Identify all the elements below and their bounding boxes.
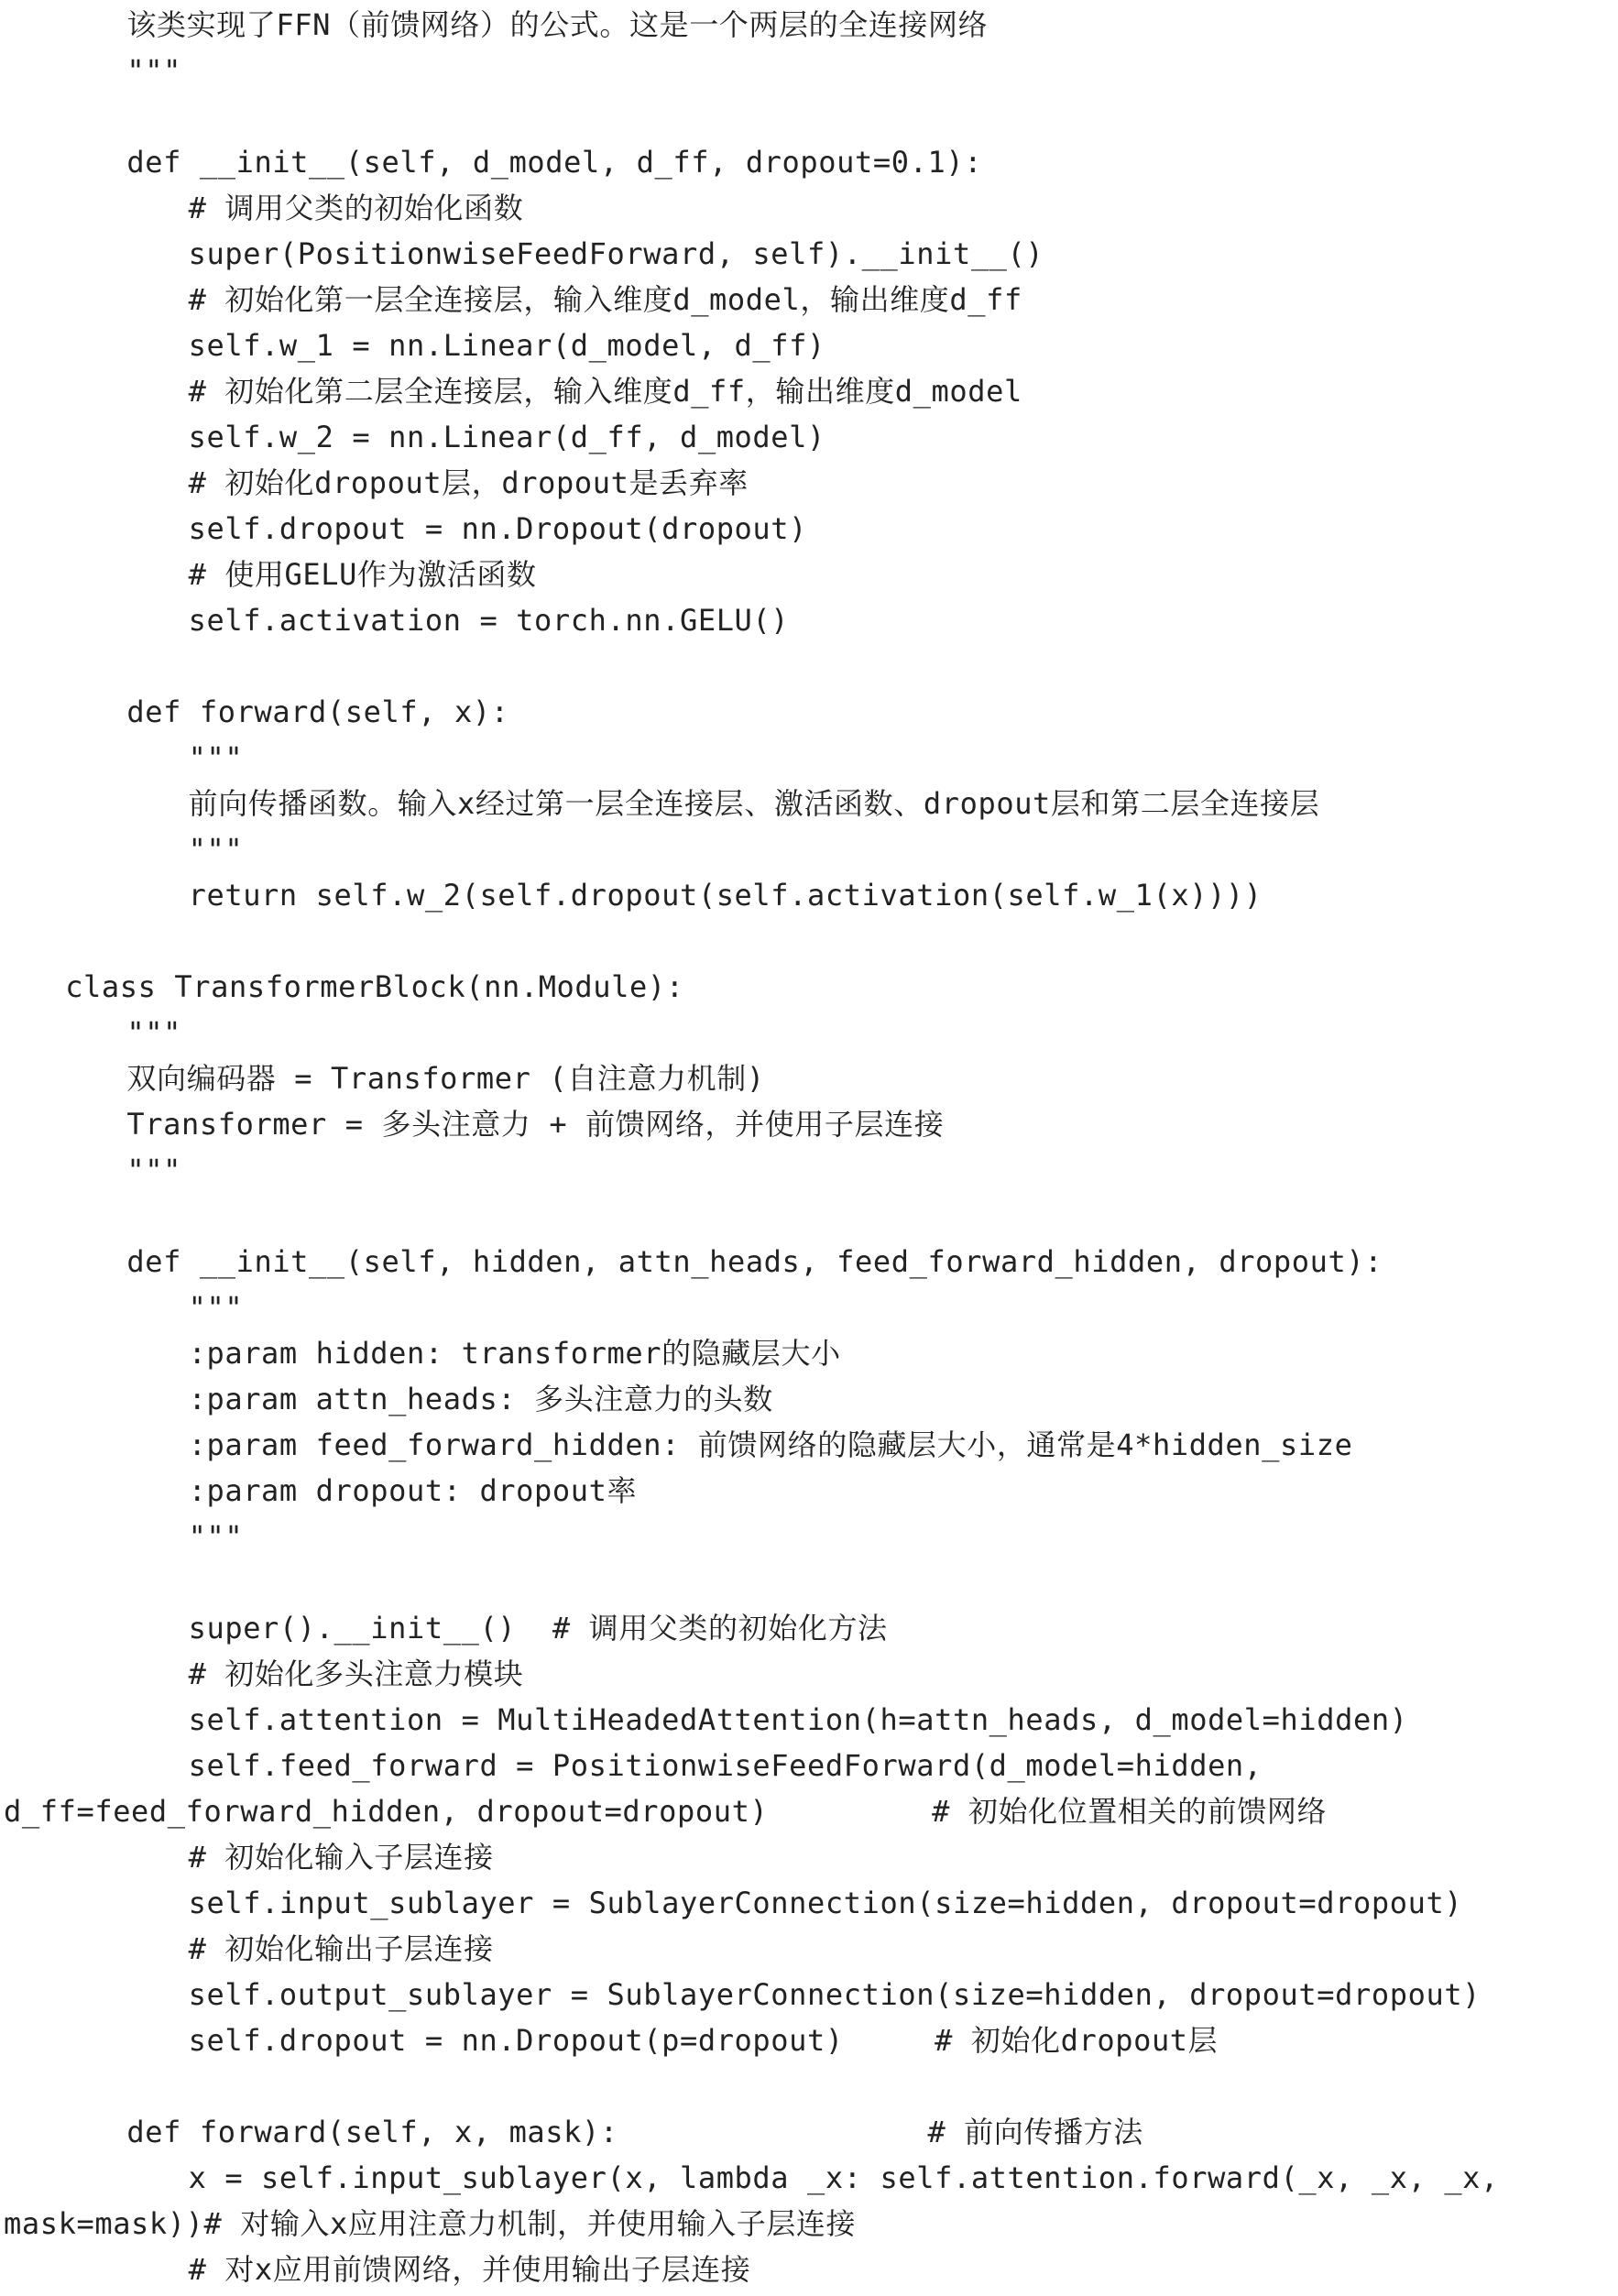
- code-line: """: [126, 1153, 181, 1187]
- code-line: 前向传播函数。输入x经过第一层全连接层、激活函数、dropout层和第二层全连接层: [188, 786, 1320, 821]
- code-line: """: [126, 53, 181, 88]
- code-line: d_ff=feed_forward_hidden, dropout=dropout) # 初始化位置相关的前馈网络: [4, 1794, 1328, 1829]
- code-line: """: [188, 1290, 244, 1325]
- code-line: self.dropout = nn.Dropout(p=dropout) # 初始化dropout层: [188, 2023, 1219, 2058]
- code-line: def __init__(self, hidden, attn_heads, feed_forward_hidden, dropout):: [126, 1244, 1383, 1279]
- code-line: # 初始化多头注意力模块: [188, 1656, 524, 1691]
- code-line: def forward(self, x):: [126, 694, 509, 729]
- code-line: return self.w_2(self.dropout(self.activation(self.w_1(x)))): [188, 878, 1263, 913]
- code-line: class TransformerBlock(nn.Module):: [65, 969, 684, 1004]
- code-line: self.w_1 = nn.Linear(d_model, d_ff): [188, 328, 825, 363]
- code-line: # 初始化dropout层，dropout是丢弃率: [188, 465, 749, 500]
- code-line: mask=mask))# 对输入x应用注意力机制，并使用输入子层连接: [4, 2206, 857, 2241]
- code-line: # 初始化第一层全连接层，输入维度d_model，输出维度d_ff: [188, 282, 1022, 317]
- code-line: """: [188, 1519, 244, 1554]
- code-line: # 初始化输出子层连接: [188, 1931, 494, 1966]
- code-line: :param attn_heads: 多头注意力的头数: [188, 1382, 773, 1416]
- code-line: self.activation = torch.nn.GELU(): [188, 603, 790, 638]
- code-line: def __init__(self, d_model, d_ff, dropout=0.1):: [126, 145, 983, 180]
- code-line: self.dropout = nn.Dropout(dropout): [188, 511, 808, 546]
- code-line: x = self.input_sublayer(x, lambda _x: self.attention.forward(_x, _x, _x,: [188, 2160, 1499, 2195]
- code-line: :param feed_forward_hidden: 前馈网络的隐藏层大小，通常是4*hidden_size: [188, 1427, 1353, 1462]
- code-line: :param dropout: dropout率: [188, 1473, 638, 1508]
- code-line: self.w_2 = nn.Linear(d_ff, d_model): [188, 420, 825, 454]
- code-line: # 初始化第二层全连接层，输入维度d_ff，输出维度d_model: [188, 374, 1022, 409]
- code-line: # 初始化输入子层连接: [188, 1840, 494, 1875]
- code-line: self.output_sublayer = SublayerConnection(size=hidden, dropout=dropout): [188, 1977, 1481, 2012]
- code-line: self.input_sublayer = SublayerConnection(size=hidden, dropout=dropout): [188, 1886, 1463, 1920]
- code-line: """: [188, 740, 244, 775]
- code-line: # 调用父类的初始化函数: [188, 191, 524, 225]
- code-line: Transformer = 多头注意力 + 前馈网络，并使用子层连接: [126, 1107, 945, 1142]
- code-line: def forward(self, x, mask): # 前向传播方法: [126, 2115, 1143, 2149]
- code-line: 双向编码器 = Transformer (自注意力机制): [126, 1061, 765, 1096]
- code-line: """: [126, 1015, 181, 1050]
- code-line: super(PositionwiseFeedForward, self).__init__(): [188, 236, 1044, 271]
- code-line: 该类实现了FFN（前馈网络）的公式。这是一个两层的全连接网络: [126, 7, 989, 42]
- code-line: """: [188, 832, 244, 867]
- code-line: self.feed_forward = PositionwiseFeedForward(d_model=hidden,: [188, 1748, 1263, 1783]
- code-line: # 对x应用前馈网络，并使用输出子层连接: [188, 2252, 751, 2287]
- code-line: :param hidden: transformer的隐藏层大小: [188, 1336, 841, 1371]
- code-line: # 使用GELU作为激活函数: [188, 557, 537, 592]
- code-line: self.attention = MultiHeadedAttention(h=attn_heads, d_model=hidden): [188, 1702, 1408, 1737]
- code-line: super().__init__() # 调用父类的初始化方法: [188, 1611, 888, 1645]
